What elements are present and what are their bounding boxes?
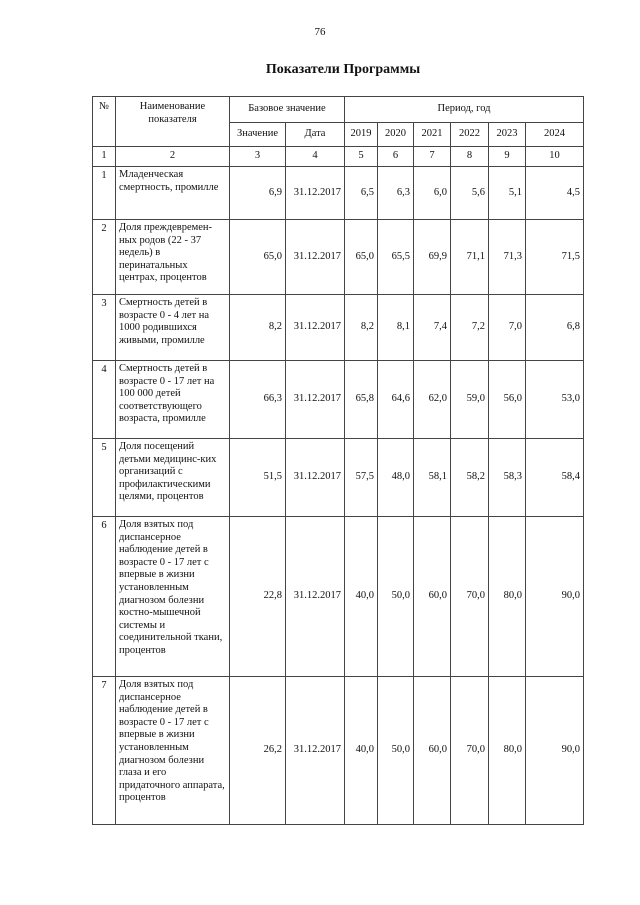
year-value: 62,0 bbox=[414, 361, 451, 439]
row-number: 6 bbox=[93, 517, 116, 677]
year-value: 8,1 bbox=[378, 295, 414, 361]
year-value: 6,0 bbox=[414, 167, 451, 220]
column-number: 10 bbox=[526, 147, 584, 167]
base-date: 31.12.2017 bbox=[286, 361, 345, 439]
year-value: 40,0 bbox=[345, 517, 378, 677]
year-value: 58,3 bbox=[489, 439, 526, 517]
header-year: 2020 bbox=[378, 123, 414, 147]
table-row bbox=[93, 439, 584, 517]
year-value: 60,0 bbox=[414, 517, 451, 677]
header-year: 2022 bbox=[451, 123, 489, 147]
indicator-name: Младенческая смертность, промилле bbox=[116, 167, 230, 220]
page-title: Показатели Программы bbox=[265, 62, 421, 77]
column-number: 4 bbox=[286, 147, 345, 167]
base-date: 31.12.2017 bbox=[286, 295, 345, 361]
base-date: 31.12.2017 bbox=[286, 220, 345, 295]
header-period: Период, год bbox=[345, 97, 584, 123]
year-value: 58,4 bbox=[526, 439, 584, 517]
year-value: 53,0 bbox=[526, 361, 584, 439]
header-year: 2021 bbox=[414, 123, 451, 147]
header-name: Наименование показателя bbox=[116, 97, 230, 147]
table-row bbox=[93, 677, 584, 825]
year-value: 80,0 bbox=[489, 517, 526, 677]
header-year: 2023 bbox=[489, 123, 526, 147]
column-number: 3 bbox=[230, 147, 286, 167]
column-number: 1 bbox=[93, 147, 116, 167]
year-value: 6,3 bbox=[378, 167, 414, 220]
year-value: 5,6 bbox=[451, 167, 489, 220]
header-year: 2019 bbox=[345, 123, 378, 147]
header-base: Базовое значение bbox=[230, 97, 345, 123]
row-number: 2 bbox=[93, 220, 116, 295]
year-value: 6,8 bbox=[526, 295, 584, 361]
year-value: 7,4 bbox=[414, 295, 451, 361]
year-value: 5,1 bbox=[489, 167, 526, 220]
year-value: 56,0 bbox=[489, 361, 526, 439]
year-value: 71,5 bbox=[526, 220, 584, 295]
base-value: 6,9 bbox=[230, 167, 286, 220]
year-value: 65,0 bbox=[345, 220, 378, 295]
year-value: 50,0 bbox=[378, 517, 414, 677]
indicators-table bbox=[92, 96, 584, 825]
base-value: 66,3 bbox=[230, 361, 286, 439]
base-value: 65,0 bbox=[230, 220, 286, 295]
year-value: 50,0 bbox=[378, 677, 414, 825]
row-number: 7 bbox=[93, 677, 116, 825]
row-number: 5 bbox=[93, 439, 116, 517]
indicator-name: Смертность детей в возрасте 0 - 17 лет на 100 000 детей соответствующего возраста, промилле bbox=[116, 361, 230, 439]
year-value: 40,0 bbox=[345, 677, 378, 825]
year-value: 65,8 bbox=[345, 361, 378, 439]
header-no: № bbox=[93, 97, 116, 147]
base-date: 31.12.2017 bbox=[286, 167, 345, 220]
column-number: 5 bbox=[345, 147, 378, 167]
indicator-name: Доля взятых под диспансерное наблюдение детей в возрасте 0 - 17 лет с впервые в жизни установленным диагнозом болезни костно-мышечной системы и соединительной ткани, процентов bbox=[116, 517, 230, 677]
column-number: 9 bbox=[489, 147, 526, 167]
year-value: 70,0 bbox=[451, 677, 489, 825]
year-value: 7,0 bbox=[489, 295, 526, 361]
year-value: 7,2 bbox=[451, 295, 489, 361]
row-number: 4 bbox=[93, 361, 116, 439]
column-number: 2 bbox=[116, 147, 230, 167]
column-number: 6 bbox=[378, 147, 414, 167]
year-value: 58,1 bbox=[414, 439, 451, 517]
base-value: 51,5 bbox=[230, 439, 286, 517]
base-value: 22,8 bbox=[230, 517, 286, 677]
column-number: 8 bbox=[451, 147, 489, 167]
year-value: 64,6 bbox=[378, 361, 414, 439]
indicator-name: Доля взятых под диспансерное наблюдение детей в возрасте 0 - 17 лет с впервые в жизни установленным диагнозом болезни глаза и его придаточного аппарата, процентов bbox=[116, 677, 230, 825]
year-value: 90,0 bbox=[526, 677, 584, 825]
table-row bbox=[93, 295, 584, 361]
table-row bbox=[93, 220, 584, 295]
year-value: 71,3 bbox=[489, 220, 526, 295]
year-value: 70,0 bbox=[451, 517, 489, 677]
table-row bbox=[93, 361, 584, 439]
header-row-top bbox=[93, 97, 584, 123]
header-year: 2024 bbox=[526, 123, 584, 147]
header-value: Значение bbox=[230, 123, 286, 147]
year-value: 57,5 bbox=[345, 439, 378, 517]
indicator-name: Доля преждевремен-ных родов (22 - 37 недель) в перинатальных центрах, процентов bbox=[116, 220, 230, 295]
row-number: 1 bbox=[93, 167, 116, 220]
year-value: 48,0 bbox=[378, 439, 414, 517]
year-value: 6,5 bbox=[345, 167, 378, 220]
header-date: Дата bbox=[286, 123, 345, 147]
year-value: 65,5 bbox=[378, 220, 414, 295]
year-value: 60,0 bbox=[414, 677, 451, 825]
indicator-name: Смертность детей в возрасте 0 - 4 лет на 1000 родившихся живыми, промилле bbox=[116, 295, 230, 361]
indicator-name: Доля посещений детьми медицинс-ких организаций с профилактическими целями, процентов bbox=[116, 439, 230, 517]
year-value: 58,2 bbox=[451, 439, 489, 517]
year-value: 90,0 bbox=[526, 517, 584, 677]
base-date: 31.12.2017 bbox=[286, 517, 345, 677]
page-number: 76 bbox=[314, 26, 326, 38]
year-value: 71,1 bbox=[451, 220, 489, 295]
column-number-row bbox=[93, 147, 584, 167]
year-value: 80,0 bbox=[489, 677, 526, 825]
row-number: 3 bbox=[93, 295, 116, 361]
table-row bbox=[93, 517, 584, 677]
year-value: 4,5 bbox=[526, 167, 584, 220]
year-value: 59,0 bbox=[451, 361, 489, 439]
table-row bbox=[93, 167, 584, 220]
base-date: 31.12.2017 bbox=[286, 677, 345, 825]
base-value: 8,2 bbox=[230, 295, 286, 361]
year-value: 69,9 bbox=[414, 220, 451, 295]
year-value: 8,2 bbox=[345, 295, 378, 361]
column-number: 7 bbox=[414, 147, 451, 167]
base-date: 31.12.2017 bbox=[286, 439, 345, 517]
base-value: 26,2 bbox=[230, 677, 286, 825]
